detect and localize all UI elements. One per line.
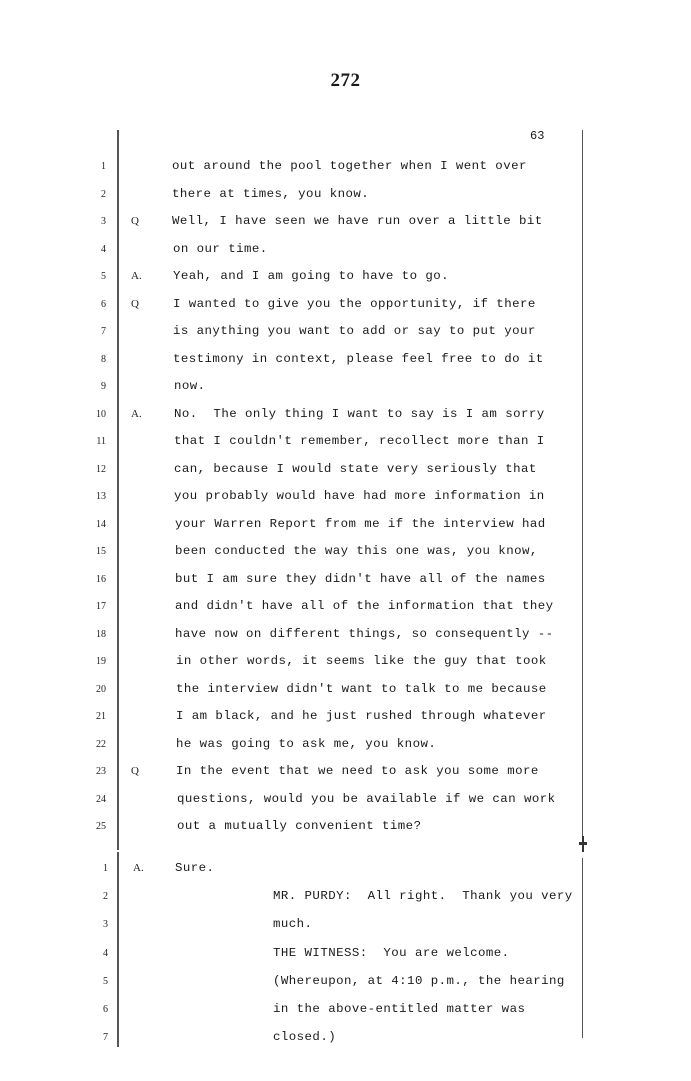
line-number: 5: [101, 271, 106, 282]
transcript-line: there at times, you know.: [172, 187, 370, 201]
right-margin-rule-upper: [582, 130, 583, 840]
line-number: 1: [103, 863, 108, 874]
transcript-line: in the above-entitled matter was: [273, 1002, 526, 1016]
speaker-marker: A.: [131, 270, 142, 282]
transcript-line: the interview didn't want to talk to me because: [176, 682, 547, 696]
line-number: 9: [101, 381, 106, 392]
transcript-line: you probably would have had more information in: [174, 489, 545, 503]
line-number: 18: [96, 629, 106, 640]
line-number: 8: [101, 354, 106, 365]
line-number: 4: [101, 244, 106, 255]
sheet-number: 63: [530, 129, 545, 143]
line-number: 6: [103, 1004, 108, 1015]
transcript-line: much.: [273, 917, 313, 931]
transcript-line: now.: [174, 379, 206, 393]
line-number: 6: [101, 299, 106, 310]
line-number: 16: [96, 574, 106, 585]
transcript-line: been conducted the way this one was, you know,: [175, 544, 538, 558]
line-number: 1: [101, 161, 106, 172]
speaker-marker: A.: [133, 862, 144, 874]
page-number: 272: [330, 70, 361, 91]
transcript-line: is anything you want to add or say to put your: [173, 324, 536, 338]
margin-tick-mark: [580, 836, 586, 852]
speaker-marker: Q: [131, 298, 139, 310]
transcript-line: closed.): [273, 1030, 337, 1044]
speaker-marker: Q: [131, 765, 139, 777]
transcript-line: I wanted to give you the opportunity, if there: [173, 297, 536, 311]
transcript-line: Yeah, and I am going to have to go.: [173, 269, 449, 283]
line-number: 11: [96, 436, 106, 447]
speaker-marker: A.: [131, 408, 142, 420]
transcript-line: testimony in context, please feel free to do it: [173, 352, 544, 366]
transcript-line: he was going to ask me, you know.: [176, 737, 437, 751]
line-number: 2: [101, 189, 106, 200]
line-number: 10: [96, 409, 106, 420]
line-number: 24: [96, 794, 106, 805]
line-number: 15: [96, 546, 106, 557]
line-number: 7: [101, 326, 106, 337]
transcript-line: I am black, and he just rushed through whatever: [176, 709, 547, 723]
left-margin-rule-lower: [117, 852, 119, 1047]
line-number: 20: [96, 684, 106, 695]
transcript-line: Well, I have seen we have run over a little bit: [172, 214, 543, 228]
line-number: 25: [96, 821, 106, 832]
transcript-line: THE WITNESS: You are welcome.: [273, 946, 510, 960]
line-number: 4: [103, 948, 108, 959]
line-number: 12: [96, 464, 106, 475]
transcript-line: and didn't have all of the information that they: [175, 599, 554, 613]
transcript-line: out around the pool together when I went over: [172, 159, 527, 173]
transcript-line: In the event that we need to ask you some more: [176, 764, 539, 778]
transcript-line: questions, would you be available if we can work: [177, 792, 556, 806]
transcript-line: Sure.: [175, 861, 215, 875]
transcript-line: in other words, it seems like the guy that took: [176, 654, 547, 668]
right-margin-rule-lower: [582, 858, 583, 1038]
transcript-line: out a mutually convenient time?: [177, 819, 422, 833]
transcript-line: No. The only thing I want to say is I am sorry: [174, 407, 545, 421]
line-number: 2: [103, 891, 108, 902]
speaker-marker: Q: [131, 215, 139, 227]
line-number: 21: [96, 711, 106, 722]
transcript-line: your Warren Report from me if the interview had: [175, 517, 546, 531]
line-number: 17: [96, 601, 106, 612]
line-number: 14: [96, 519, 106, 530]
transcript-line: that I couldn't remember, recollect more than I: [174, 434, 545, 448]
transcript-line: can, because I would state very seriously that: [174, 462, 537, 476]
line-number: 19: [96, 656, 106, 667]
line-number: 7: [103, 1032, 108, 1043]
transcript-line: have now on different things, so consequently --: [175, 627, 554, 641]
transcript-line: (Whereupon, at 4:10 p.m., the hearing: [273, 974, 565, 988]
line-number: 23: [96, 766, 106, 777]
line-number: 13: [96, 491, 106, 502]
line-number: 5: [103, 976, 108, 987]
transcript-line: MR. PURDY: All right. Thank you very: [273, 889, 573, 903]
left-margin-rule-upper: [117, 130, 119, 850]
line-number: 3: [103, 919, 108, 930]
transcript-line: but I am sure they didn't have all of the names: [175, 572, 546, 586]
line-number: 22: [96, 739, 106, 750]
line-number: 3: [101, 216, 106, 227]
transcript-line: on our time.: [173, 242, 268, 256]
